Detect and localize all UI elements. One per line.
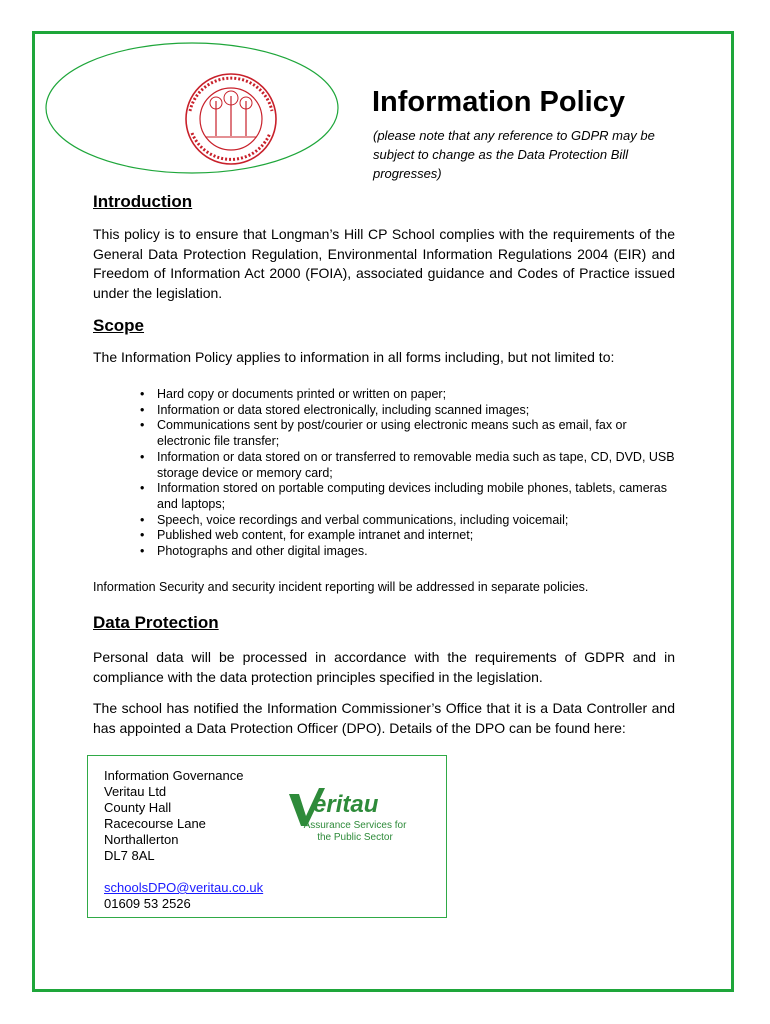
list-item: • Speech, voice recordings and verbal communications, including voicemail; <box>138 513 683 529</box>
veritau-tagline-2: the Public Sector <box>317 832 393 843</box>
data-protection-para2: The school has notified the Information Commissioner’s Office that it is a Data Controller and has appointed a Data Protection Officer (DPO). Details of the DPO can be found here: <box>93 700 675 736</box>
dpo-address <box>104 768 263 912</box>
dpo-details-box <box>87 755 447 918</box>
veritau-wordmark: eritau <box>313 791 379 818</box>
list-item: • Information stored on portable computing devices including mobile phones, tablets, cameras and laptops; <box>138 481 683 512</box>
address-line: Northallerton <box>104 832 179 847</box>
veritau-logo <box>285 786 425 846</box>
list-item: • Photographs and other digital images. <box>138 544 683 560</box>
data-protection-heading: Data Protection <box>93 613 219 632</box>
dpo-phone: 01609 53 2526 <box>104 896 191 911</box>
address-line: Information Governance <box>104 768 244 783</box>
introduction-text: This policy is to ensure that Longman’s Hill CP School complies with the requirements of the General Data Protection Regulation, Environmental Information Regulations 2004 (EIR) and Freedom of Information Act 2000 (FOIA), associated guidance and Codes of Practice issued under the legislation. <box>93 226 675 301</box>
introduction-heading: Introduction <box>93 192 193 211</box>
veritau-tagline-1: Assurance Services for <box>303 820 407 831</box>
address-line: County Hall <box>104 800 172 815</box>
security-note: Information Security and security incident reporting will be addressed in separate policies. <box>93 580 589 594</box>
address-line: DL7 8AL <box>104 848 155 863</box>
list-item: • Communications sent by post/courier or using electronic means such as email, fax or electronic file transfer; <box>138 418 683 449</box>
scope-list <box>138 387 683 560</box>
dpo-email-link[interactable]: schoolsDPO@veritau.co.uk <box>104 880 264 895</box>
gdpr-note: (please note that any reference to GDPR may be subject to change as the Data Protection Bill progresses) <box>373 128 655 181</box>
address-line: Veritau Ltd <box>104 784 167 799</box>
scope-heading: Scope <box>93 316 145 335</box>
list-item: • Information or data stored electronically, including scanned images; <box>138 403 683 419</box>
list-item: • Hard copy or documents printed or written on paper; <box>138 387 683 403</box>
data-protection-para1: Personal data will be processed in accordance with the requirements of GDPR and in compliance with the data protection principles specified in the legislation. <box>93 649 675 685</box>
school-logo <box>44 41 340 175</box>
list-item: • Published web content, for example intranet and internet; <box>138 528 683 544</box>
list-item: • Information or data stored on or transferred to removable media such as tape, CD, DVD, USB storage device or memory card; <box>138 450 683 481</box>
page-title: Information Policy <box>372 86 625 118</box>
address-line: Racecourse Lane <box>104 816 206 831</box>
scope-intro: The Information Policy applies to information in all forms including, but not limited to: <box>93 349 615 365</box>
